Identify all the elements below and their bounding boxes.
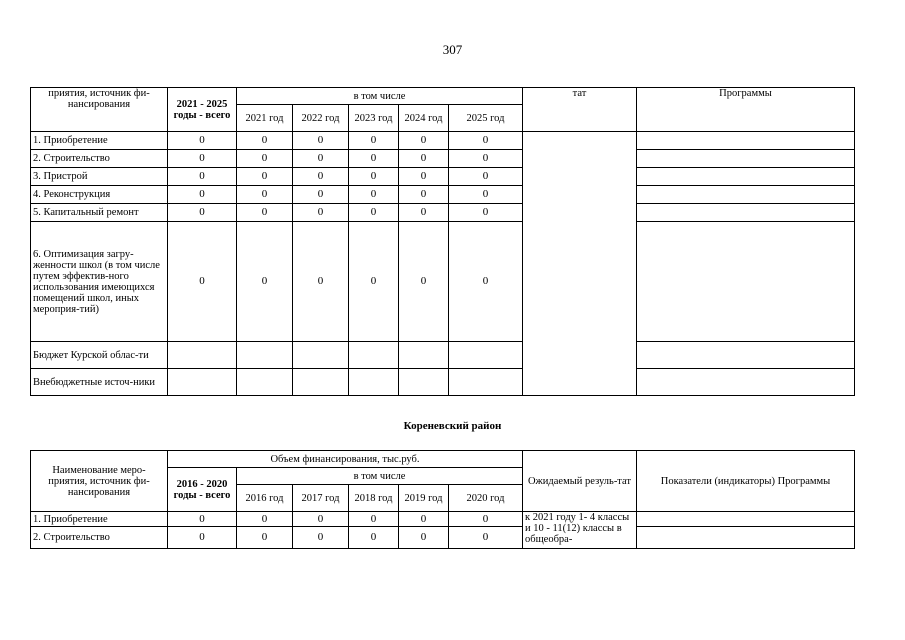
t1-row-name: Бюджет Курской облас-ти — [31, 342, 168, 369]
t1-cell: 0 — [293, 168, 349, 186]
t1-cell: 0 — [399, 150, 449, 168]
t1-cell: 0 — [293, 222, 349, 342]
t1-cell: 0 — [399, 168, 449, 186]
t1-indicator-cell — [637, 168, 855, 186]
t2-cell: 0 — [168, 512, 237, 527]
financing-table-2 — [30, 450, 855, 549]
t1-cell: 0 — [168, 150, 237, 168]
t2-cell: 0 — [449, 527, 523, 549]
t2-cell: 0 — [237, 527, 293, 549]
t2-year-header: 2019 год — [399, 485, 449, 512]
t1-cell: 0 — [449, 168, 523, 186]
t2-cell: 0 — [293, 512, 349, 527]
t1-cell: 0 — [168, 222, 237, 342]
t1-cell: 0 — [449, 150, 523, 168]
t1-cell: 0 — [237, 132, 293, 150]
t1-row-name: 6. Оптимизация загру-женности школ (в том числе путем эффектив-ного использования имеющихся помещений школ, иных мероприя-тий) — [31, 222, 168, 342]
t2-year-header: 2016 год — [237, 485, 293, 512]
t1-cell: 0 — [349, 150, 399, 168]
t1-cell: 0 — [168, 168, 237, 186]
t1-indicator-cell — [637, 132, 855, 150]
t1-cell: 0 — [168, 132, 237, 150]
t2-cell: 0 — [349, 527, 399, 549]
t2-cell: 0 — [399, 512, 449, 527]
t1-cell: 0 — [293, 132, 349, 150]
t1-cell — [293, 342, 349, 369]
t1-cell: 0 — [237, 150, 293, 168]
t2-year-header: 2018 год — [349, 485, 399, 512]
section-title: Кореневский район — [403, 420, 502, 432]
t1-cell: 0 — [168, 186, 237, 204]
t1-cell: 0 — [349, 222, 399, 342]
t1-cell: 0 — [293, 204, 349, 222]
t2-indicators-header: Показатели (индикаторы) Программы — [637, 451, 855, 512]
t1-cell: 0 — [449, 132, 523, 150]
t2-cell: 0 — [399, 527, 449, 549]
t1-year-header: 2023 год — [349, 105, 399, 132]
t1-result-header: тат — [523, 88, 637, 132]
t1-cell: 0 — [237, 204, 293, 222]
t2-year-header: 2020 год — [449, 485, 523, 512]
t1-cell: 0 — [399, 132, 449, 150]
t1-cell — [449, 342, 523, 369]
t1-cell — [293, 369, 349, 396]
t2-total-header: 2016 - 2020 годы - всего — [168, 468, 237, 512]
t2-row-name: 2. Строительство — [31, 527, 168, 549]
t2-col-name-header: Наименование меро-приятия, источник фи-нансирования — [31, 451, 168, 512]
t1-cell: 0 — [293, 186, 349, 204]
t1-year-header: 2022 год — [293, 105, 349, 132]
t1-cell: 0 — [237, 222, 293, 342]
t1-indicator-cell — [637, 204, 855, 222]
t1-cell: 0 — [237, 168, 293, 186]
t2-indicator-cell — [637, 512, 855, 527]
t1-row-name: Внебюджетные источ-ники — [31, 369, 168, 396]
t1-indicator-cell — [637, 186, 855, 204]
t2-result-header: Ожидаемый резуль-тат — [523, 451, 637, 512]
t1-year-header: 2021 год — [237, 105, 293, 132]
t2-row-name: 1. Приобретение — [31, 512, 168, 527]
t1-cell — [237, 342, 293, 369]
t1-indicator-cell — [637, 150, 855, 168]
t1-cell: 0 — [449, 222, 523, 342]
t1-cell: 0 — [168, 204, 237, 222]
t1-indicator-cell — [637, 342, 855, 369]
t1-incl-header: в том числе — [237, 88, 523, 105]
t1-col-name-header: приятия, источник фи-нансирования — [31, 88, 168, 132]
t1-cell: 0 — [449, 186, 523, 204]
t1-row-name: 4. Реконструкция — [31, 186, 168, 204]
t1-cell — [349, 369, 399, 396]
t1-indicator-cell — [637, 222, 855, 342]
t1-indicators-header: Программы — [637, 88, 855, 132]
t1-cell: 0 — [237, 186, 293, 204]
t2-cell: 0 — [168, 527, 237, 549]
t1-cell — [168, 369, 237, 396]
t2-indicator-cell — [637, 527, 855, 549]
t1-cell — [399, 342, 449, 369]
t1-cell: 0 — [349, 186, 399, 204]
t1-row-name: 2. Строительство — [31, 150, 168, 168]
t2-incl-header: в том числе — [237, 468, 523, 485]
t1-cell: 0 — [349, 204, 399, 222]
t1-cell — [349, 342, 399, 369]
t1-cell: 0 — [349, 168, 399, 186]
t1-row-name: 5. Капитальный ремонт — [31, 204, 168, 222]
t1-cell: 0 — [293, 150, 349, 168]
t2-cell: 0 — [449, 512, 523, 527]
t1-cell: 0 — [399, 222, 449, 342]
t1-cell: 0 — [449, 204, 523, 222]
t2-cell: 0 — [349, 512, 399, 527]
t1-total-header: 2021 - 2025 годы - всего — [168, 88, 237, 132]
t2-result-text: к 2021 году 1- 4 классы и 10 - 11(12) классы в общеобра- — [523, 512, 637, 549]
financing-table-1 — [30, 87, 855, 396]
t1-cell — [168, 342, 237, 369]
t1-cell: 0 — [399, 204, 449, 222]
t1-cell — [449, 369, 523, 396]
t2-cell: 0 — [293, 527, 349, 549]
t2-cell: 0 — [237, 512, 293, 527]
t1-result-cell — [523, 132, 637, 396]
t1-year-header: 2025 год — [449, 105, 523, 132]
t1-row-name: 1. Приобретение — [31, 132, 168, 150]
t1-cell: 0 — [399, 186, 449, 204]
t1-cell — [237, 369, 293, 396]
t1-cell: 0 — [349, 132, 399, 150]
t1-cell — [399, 369, 449, 396]
t1-indicator-cell — [637, 369, 855, 396]
t1-year-header: 2024 год — [399, 105, 449, 132]
t1-row-name: 3. Пристрой — [31, 168, 168, 186]
t2-year-header: 2017 год — [293, 485, 349, 512]
t2-volume-header: Объем финансирования, тыс.руб. — [168, 451, 523, 468]
page-number: 307 — [442, 42, 463, 57]
